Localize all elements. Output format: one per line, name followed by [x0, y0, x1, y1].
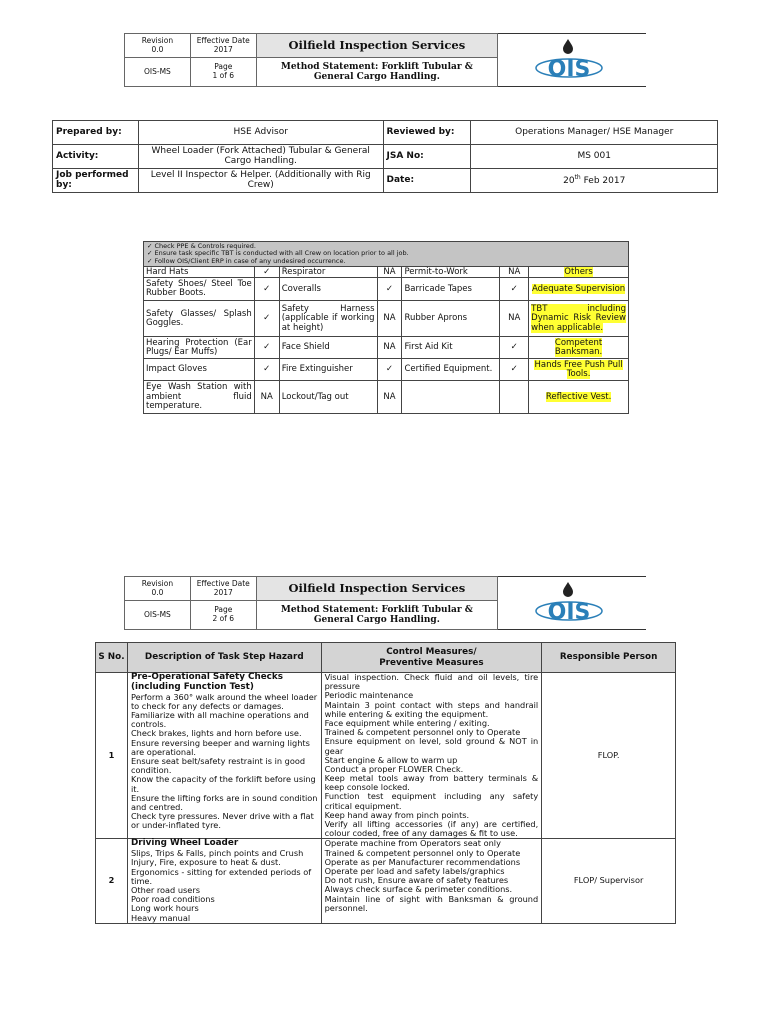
hazard-line: Familiarize with all machine operations and controls. [130, 710, 309, 730]
task-step-row [96, 673, 676, 839]
page-header-2 [124, 576, 646, 630]
responsible-person: FLOP. [542, 673, 676, 839]
col-header-responsible: Responsible Person [542, 643, 676, 673]
date-value: 20th Feb 2017 [471, 169, 718, 193]
ppe-status: ✓ [500, 278, 529, 301]
step-description [127, 673, 321, 839]
hazard-line: Check brakes, lights and horn before use. [130, 728, 302, 739]
ppe-status: NA [377, 301, 402, 337]
ppe-status: ✓ [377, 359, 402, 381]
control-line: Operate per load and safety labels/graphics [324, 865, 505, 876]
ppe-item: Certified Equipment. [402, 359, 500, 381]
ppe-status: ✓ [254, 278, 279, 301]
ppe-other-item [529, 267, 629, 278]
step-title: Driving Wheel Loader [130, 838, 239, 849]
ois-logo [534, 37, 604, 81]
control-line: Conduct a proper FLOWER Check. [324, 763, 464, 774]
header-table-1 [124, 33, 498, 87]
ppe-item: Eye Wash Station with ambient fluid temperature. [144, 381, 255, 414]
job-performed-label: Job performed by: [53, 169, 139, 193]
control-line: Operate machine from Operators seat only [324, 838, 501, 849]
company-title: Oilfield Inspection Services [256, 577, 497, 601]
ois-logo [534, 580, 604, 624]
ppe-item [402, 381, 500, 414]
job-performed-value: Level II Inspector & Helper. (Additionally with Rig Crew) [138, 169, 383, 193]
control-line: Maintain 3 point contact with steps and handrail while entering & exiting the equipment. [324, 699, 539, 719]
effective-date-cell: Effective Date 2017 [190, 34, 256, 58]
header-table-2 [124, 576, 498, 630]
ppe-status: ✓ [377, 278, 402, 301]
ppe-item: First Aid Kit [402, 337, 500, 359]
ppe-row [144, 359, 629, 381]
revision-cell: Revision 0.0 [125, 577, 191, 601]
col-header-sno: S No. [96, 643, 128, 673]
ppe-other-item [529, 278, 629, 301]
hazard-line: Other road users [130, 884, 200, 895]
ppe-status: ✓ [500, 359, 529, 381]
oil-drop-icon [563, 582, 573, 597]
control-line: Operate as per Manufacturer recommendations [324, 856, 521, 867]
ppe-status: NA [377, 381, 402, 414]
ppe-other-text: Others [564, 266, 593, 277]
ppe-status: ✓ [254, 359, 279, 381]
hazard-line: Perform a 360° walk around the wheel loader to check for any defects or damages. [130, 691, 318, 711]
ppe-item: Lockout/Tag out [279, 381, 377, 414]
date-label: Date: [383, 169, 471, 193]
ppe-item: Hard Hats [144, 267, 255, 278]
ppe-status: NA [254, 381, 279, 414]
ppe-item: Barricade Tapes [402, 278, 500, 301]
prepared-by-value: HSE Advisor [138, 121, 383, 145]
control-line: Visual inspection. Check fluid and oil levels, tire pressure [324, 672, 539, 692]
ppe-row [144, 267, 629, 278]
control-line: Start engine & allow to warm up [324, 754, 458, 765]
hazard-line: Ensure the lifting forks are in sound condition and centred. [130, 792, 318, 812]
step-number: 1 [96, 673, 128, 839]
method-statement-title: Method Statement: Forklift Tubular & General Cargo Handling. [256, 601, 497, 630]
ppe-other-item [529, 381, 629, 414]
step-title: Pre-Operational Safety Checks (including Function Test) [130, 672, 283, 692]
activity-value: Wheel Loader (Fork Attached) Tubular & General Cargo Handling. [138, 145, 383, 169]
ppe-item: Impact Gloves [144, 359, 255, 381]
hazard-line: Check tyre pressures. Never drive with a flat or under-inflated tyre. [130, 811, 314, 831]
hazard-line: Know the capacity of the forklift before using it. [130, 774, 316, 794]
ppe-status: ✓ [254, 267, 279, 278]
ppe-item: Face Shield [279, 337, 377, 359]
ppe-notes [144, 242, 629, 267]
prepared-by-label: Prepared by: [53, 121, 139, 145]
control-measures [321, 839, 542, 923]
ppe-other-text: Reflective Vest. [545, 391, 612, 402]
hazard-line: Ergonomics - sitting for extended periods of time. [130, 866, 312, 886]
ppe-status: ✓ [254, 301, 279, 337]
ppe-table [143, 241, 629, 414]
ppe-other-item [529, 301, 629, 337]
control-line: Keep metal tools away from battery terminals & keep console locked. [324, 773, 539, 793]
ppe-status: NA [500, 267, 529, 278]
revision-cell: Revision 0.0 [125, 34, 191, 58]
logo-text: OIS [547, 600, 591, 624]
ppe-item: Coveralls [279, 278, 377, 301]
control-line: Function test equipment including any safety critical equipment. [324, 791, 539, 811]
ppe-row [144, 301, 629, 337]
ppe-row [144, 381, 629, 414]
control-line: Maintain line of sight with Banksman & ground personnel. [324, 893, 539, 913]
ppe-item: Safety Harness (applicable if working at height) [279, 301, 377, 337]
control-line: Trained & competent personnel only to Operate [324, 727, 521, 738]
task-step-row [96, 839, 676, 923]
jsa-value: MS 001 [471, 145, 718, 169]
task-rows [96, 673, 676, 924]
company-title: Oilfield Inspection Services [256, 34, 497, 58]
doc-code-cell: OIS-MS [125, 601, 191, 630]
ppe-status: NA [377, 267, 402, 278]
hazard-line: Ensure reversing beeper and warning lights are operational. [130, 737, 310, 757]
hazard-line: Poor road conditions [130, 894, 215, 905]
ppe-other-text: Adequate Supervision [531, 283, 626, 294]
control-line: Verify all lifting accessories (if any) are certified, colour coded, free of any damages & fit to use. [324, 819, 539, 839]
control-line: Periodic maintenance [324, 690, 414, 701]
ppe-item: Hearing Protection (Ear Plugs/ Ear Muffs) [144, 337, 255, 359]
effective-date-cell: Effective Date 2017 [190, 577, 256, 601]
ppe-other-item [529, 337, 629, 359]
ppe-row [144, 337, 629, 359]
reviewed-by-label: Reviewed by: [383, 121, 471, 145]
step-description [127, 839, 321, 923]
ppe-note: ✓ Check PPE & Controls required. [147, 242, 256, 250]
task-steps-table [95, 642, 676, 924]
hazard-line: Ensure seat belt/safety restraint is in good condition. [130, 756, 306, 776]
hazard-line: Slips, Trips & Falls, pinch points and Crush Injury, Fire, exposure to heat & dust. [130, 848, 304, 868]
control-line: Face equipment while entering / exiting. [324, 717, 490, 728]
ppe-note: ✓ Follow OIS/Client ERP in case of any undesired occurrence. [147, 256, 346, 265]
ppe-other-text: Competent Banksman. [554, 337, 603, 357]
ppe-other-item [529, 359, 629, 381]
ppe-item: Safety Shoes/ Steel Toe Rubber Boots. [144, 278, 255, 301]
ppe-item: Safety Glasses/ Splash Goggles. [144, 301, 255, 337]
logo-text: OIS [547, 57, 591, 81]
hazard-line: Long work hours [130, 903, 199, 914]
ppe-item: Rubber Aprons [402, 301, 500, 337]
jsa-label: JSA No: [383, 145, 471, 169]
control-line: Do not rush, Ensure aware of safety features [324, 875, 509, 886]
ppe-status: NA [500, 301, 529, 337]
ppe-item: Permit-to-Work [402, 267, 500, 278]
control-line: Ensure equipment on level, sold ground & NOT in gear [324, 736, 539, 756]
ppe-status: NA [377, 337, 402, 359]
control-line: Always check surface & perimeter conditions. [324, 884, 513, 895]
control-line: Keep hand away from pinch points. [324, 809, 470, 820]
control-measures [321, 673, 542, 839]
hazard-line: Heavy manual [130, 912, 191, 923]
ppe-status: ✓ [254, 337, 279, 359]
ppe-status [500, 381, 529, 414]
responsible-person: FLOP/ Supervisor [542, 839, 676, 923]
page-number-cell: Page 1 of 6 [190, 58, 256, 87]
ppe-other-text: Hands Free Push Pull Tools. [534, 359, 623, 379]
activity-label: Activity: [53, 145, 139, 169]
reviewed-by-value: Operations Manager/ HSE Manager [471, 121, 718, 145]
oil-drop-icon [563, 39, 573, 54]
step-number: 2 [96, 839, 128, 923]
job-info-table [52, 120, 718, 193]
ppe-note: ✓ Ensure task specific TBT is conducted with all Crew on location prior to all job. [147, 249, 409, 258]
ppe-item: Fire Extinguisher [279, 359, 377, 381]
col-header-controls: Control Measures/ Preventive Measures [321, 643, 542, 673]
ppe-item: Respirator [279, 267, 377, 278]
ppe-row [144, 278, 629, 301]
page-header-1 [124, 33, 646, 87]
ppe-other-text: TBT including Dynamic Risk Review when applicable. [531, 303, 626, 333]
doc-code-cell: OIS-MS [125, 58, 191, 87]
method-statement-title: Method Statement: Forklift Tubular & General Cargo Handling. [256, 58, 497, 87]
ppe-status: ✓ [500, 337, 529, 359]
col-header-description: Description of Task Step Hazard [127, 643, 321, 673]
page-number-cell: Page 2 of 6 [190, 601, 256, 630]
control-line: Trained & competent personnel only to Operate [324, 847, 521, 858]
ppe-rows [144, 267, 629, 414]
